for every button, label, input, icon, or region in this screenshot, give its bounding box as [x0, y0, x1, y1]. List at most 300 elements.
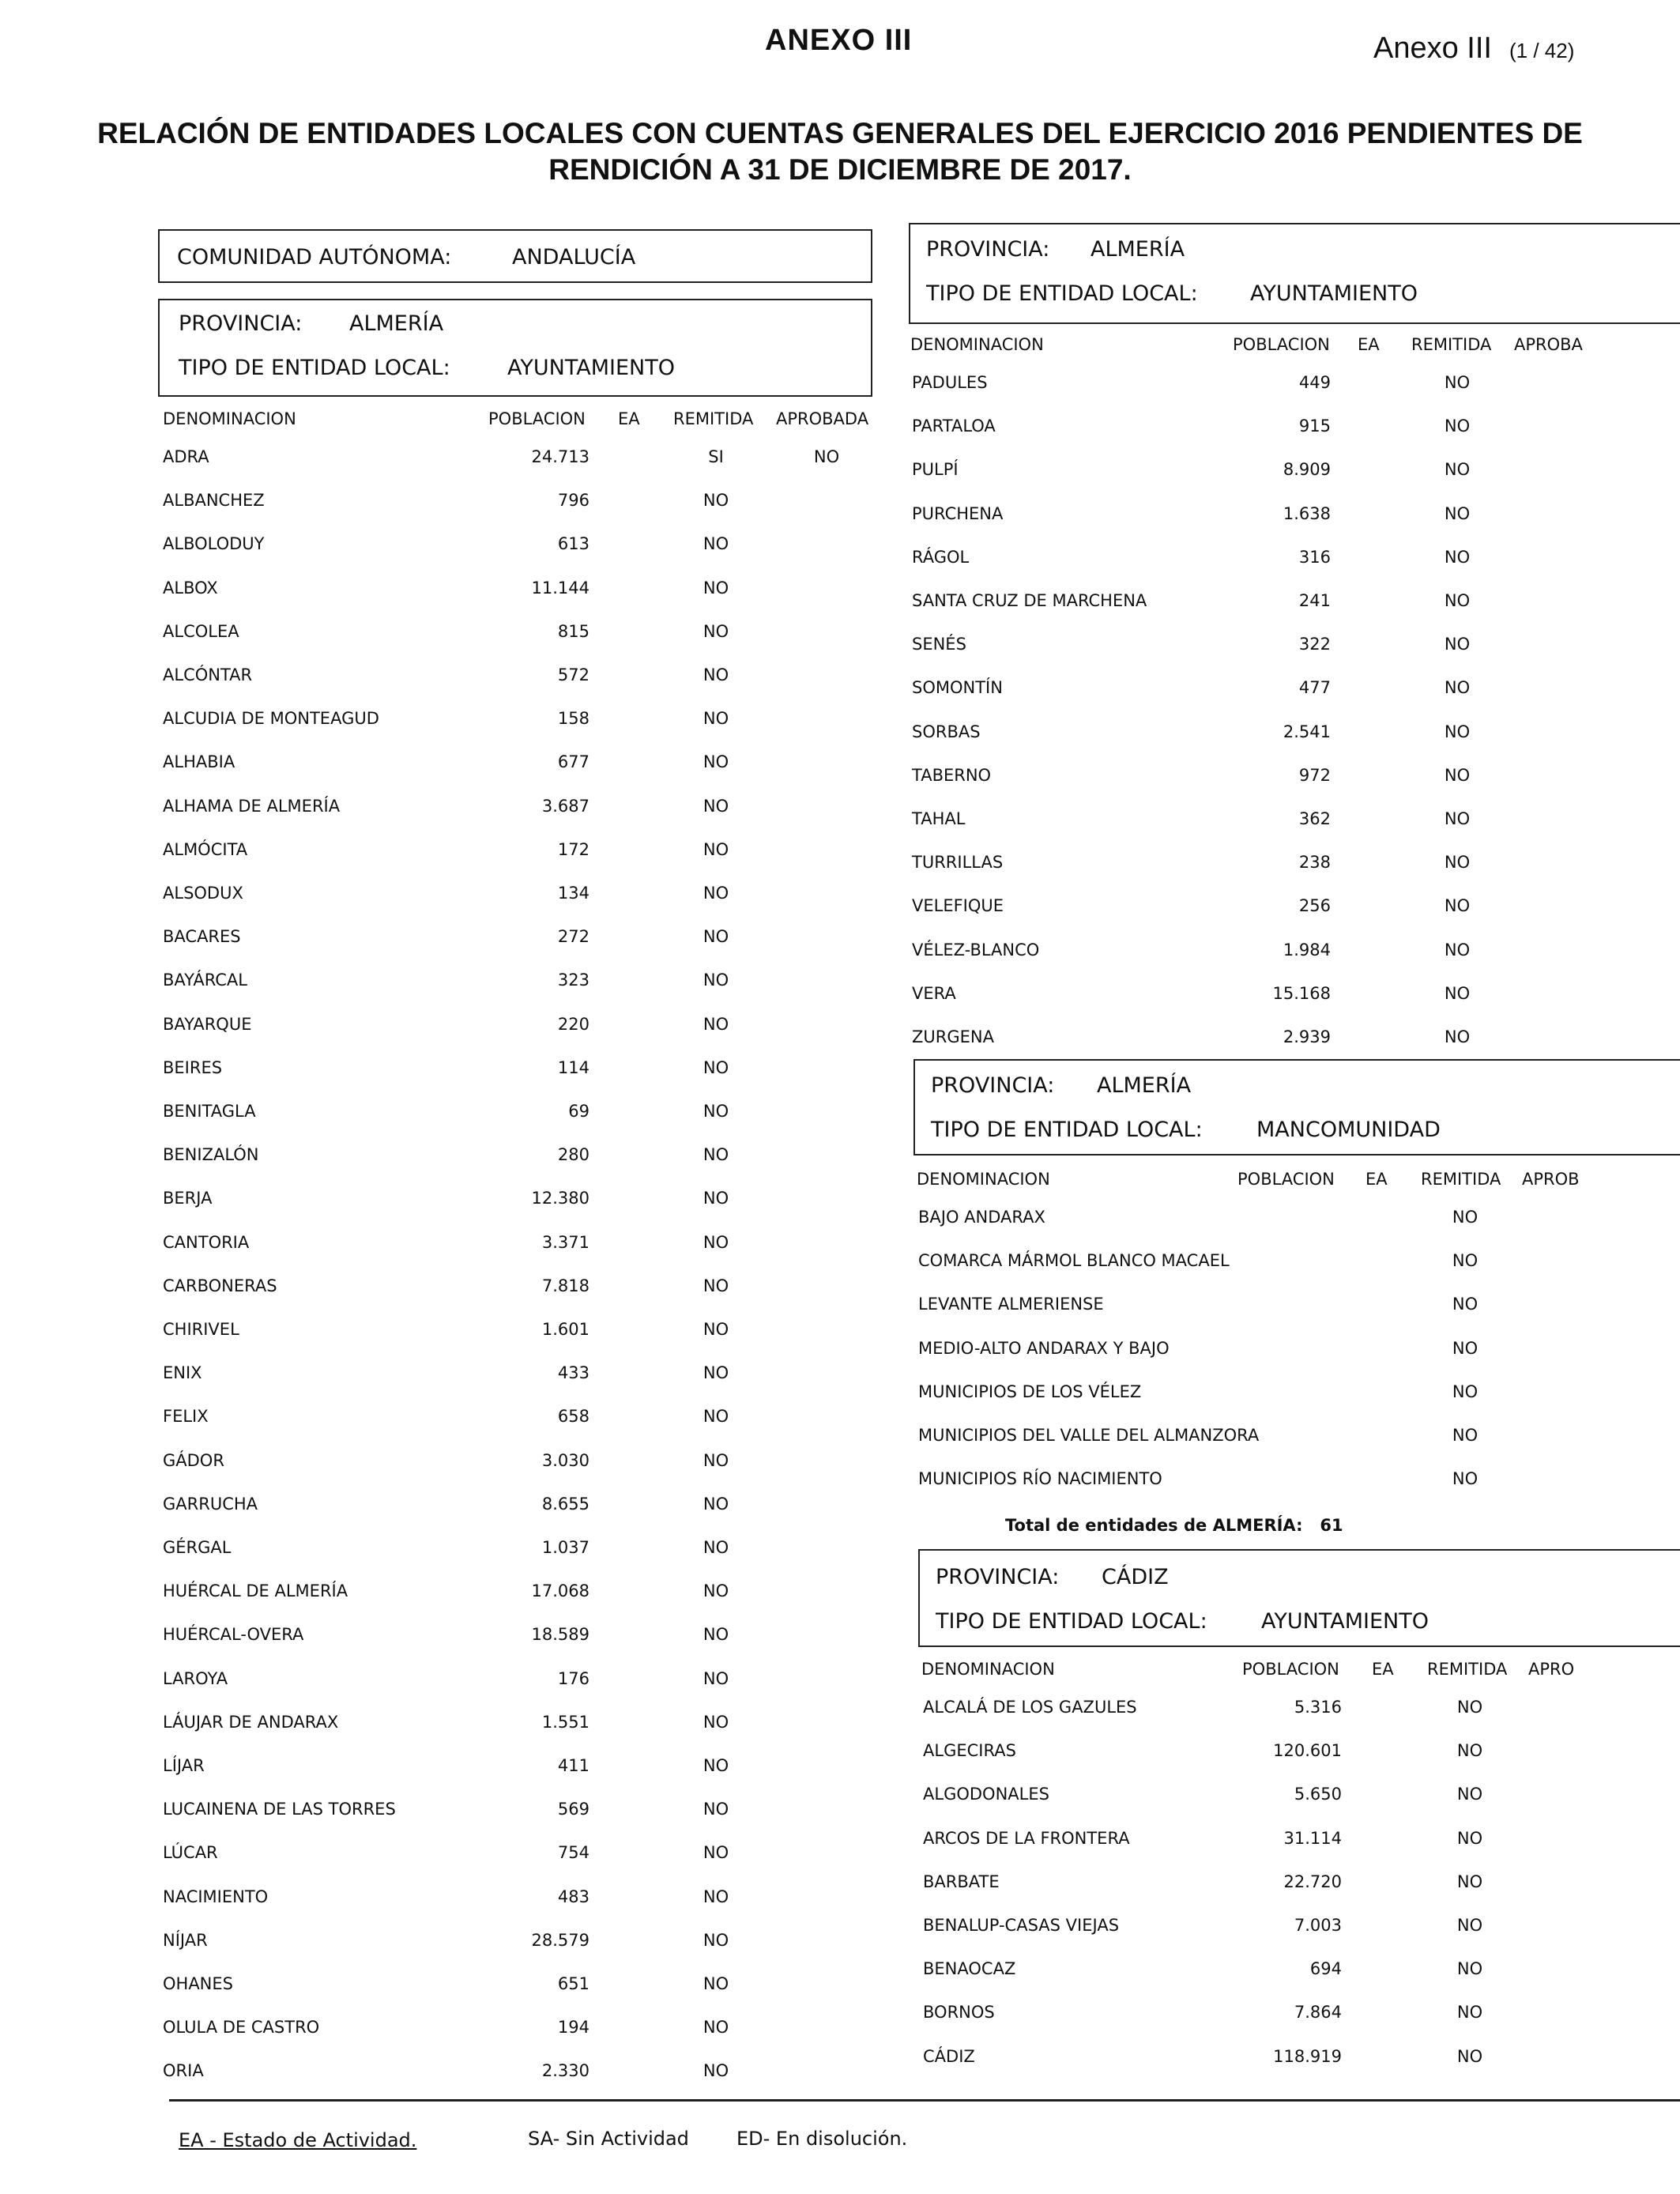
- cell-remitida: NO: [1452, 1469, 1478, 1489]
- cell-remitida: SI: [708, 447, 724, 466]
- cell-remitida: NO: [703, 1756, 729, 1775]
- comunidad-value: ANDALUCÍA: [512, 245, 636, 270]
- header-right-label: Anexo III: [1373, 32, 1492, 65]
- cell-poblacion: 411: [557, 1756, 590, 1775]
- cell-remitida: NO: [703, 2061, 729, 2081]
- cell-denominacion: NÍJAR: [163, 1930, 208, 1950]
- cell-remitida: NO: [703, 1363, 729, 1383]
- left-province-box: [158, 299, 872, 397]
- cell-denominacion: ALSODUX: [163, 884, 243, 903]
- cell-denominacion: FELIX: [163, 1407, 209, 1427]
- table-row: [923, 2003, 1680, 2026]
- right-a-tipo-label: TIPO DE ENTIDAD LOCAL:: [926, 281, 1198, 306]
- cell-remitida: NO: [703, 1276, 729, 1295]
- cell-denominacion: ARCOS DE LA FRONTERA: [923, 1828, 1130, 1848]
- right-c-tipo-label: TIPO DE ENTIDAD LOCAL:: [936, 1609, 1207, 1634]
- cell-denominacion: ALGODONALES: [923, 1785, 1049, 1804]
- cell-denominacion: HUÉRCAL DE ALMERÍA: [163, 1581, 348, 1601]
- right-b-tipo-label: TIPO DE ENTIDAD LOCAL:: [931, 1118, 1203, 1142]
- cell-denominacion: NACIMIENTO: [163, 1887, 269, 1906]
- cell-denominacion: ZURGENA: [912, 1027, 994, 1046]
- table-row: [918, 1208, 1677, 1231]
- cell-remitida: NO: [703, 1014, 729, 1034]
- cell-poblacion: 796: [557, 491, 590, 511]
- right-b-tipo-value: MANCOMUNIDAD: [1256, 1118, 1441, 1142]
- col-denominacion: DENOMINACION: [910, 335, 1044, 354]
- cell-remitida: NO: [703, 621, 729, 641]
- cell-poblacion: 1.638: [1283, 503, 1331, 523]
- cell-denominacion: BEIRES: [163, 1057, 223, 1077]
- cell-poblacion: 17.068: [531, 1581, 590, 1601]
- cell-poblacion: 11.144: [531, 578, 590, 598]
- cell-remitida: NO: [1456, 2003, 1483, 2022]
- cell-remitida: NO: [1444, 547, 1471, 567]
- cell-remitida: NO: [703, 2018, 729, 2038]
- cell-remitida: NO: [703, 927, 729, 947]
- table-row: [163, 1145, 874, 1169]
- col-poblacion: POBLACION: [488, 409, 586, 428]
- cell-remitida: NO: [703, 1145, 729, 1165]
- col-poblacion: POBLACION: [1242, 1660, 1339, 1679]
- cell-denominacion: MEDIO-ALTO ANDARAX Y BAJO: [918, 1338, 1170, 1358]
- table-row: [163, 752, 874, 776]
- cell-denominacion: BENALUP-CASAS VIEJAS: [923, 1916, 1120, 1935]
- table-row: [918, 1251, 1677, 1275]
- table-row: [912, 460, 1671, 484]
- cell-poblacion: 613: [557, 534, 590, 554]
- comunidad-label: COMUNIDAD AUTÓNOMA:: [177, 245, 452, 270]
- cell-remitida: NO: [703, 1843, 729, 1863]
- table-row: [163, 1451, 874, 1475]
- cell-remitida: NO: [703, 1102, 729, 1121]
- cell-denominacion: ALBOX: [163, 578, 218, 598]
- col-ea: EA: [1358, 335, 1380, 354]
- table-row: [912, 678, 1671, 702]
- cell-poblacion: 24.713: [531, 447, 590, 466]
- cell-poblacion: 322: [1298, 635, 1331, 654]
- col-remitida: REMITIDA: [673, 409, 754, 428]
- cell-remitida: NO: [703, 839, 729, 859]
- table-row: [163, 1669, 874, 1693]
- col-aprobada-cut: APROB: [1522, 1170, 1580, 1189]
- cell-poblacion: 8.655: [541, 1494, 590, 1514]
- table-row: [923, 1959, 1680, 1983]
- cell-denominacion: HUÉRCAL-OVERA: [163, 1625, 304, 1645]
- cell-denominacion: VELEFIQUE: [912, 896, 1004, 916]
- cell-poblacion: 22.720: [1283, 1872, 1342, 1891]
- table-row: [163, 797, 874, 820]
- table-row: [923, 1872, 1680, 1896]
- table-row: [163, 1015, 874, 1039]
- cell-remitida: NO: [703, 1581, 729, 1601]
- left-provincia-label: PROVINCIA:: [179, 311, 303, 336]
- cell-remitida: NO: [1444, 678, 1471, 698]
- cell-denominacion: ALMÓCITA: [163, 839, 248, 859]
- table-row: [163, 1102, 874, 1125]
- cell-denominacion: ALCALÁ DE LOS GAZULES: [923, 1698, 1137, 1717]
- cell-denominacion: LÍJAR: [163, 1756, 205, 1775]
- cell-poblacion: 323: [557, 971, 590, 990]
- cell-remitida: NO: [703, 1538, 729, 1557]
- cell-denominacion: CARBONERAS: [163, 1276, 277, 1295]
- cell-remitida: NO: [1452, 1295, 1478, 1314]
- cell-poblacion: 241: [1298, 591, 1331, 610]
- table-row: [163, 1538, 874, 1562]
- table-row: [912, 722, 1671, 746]
- table-row: [163, 1276, 874, 1300]
- col-poblacion: POBLACION: [1233, 335, 1330, 354]
- table-row: [163, 491, 874, 515]
- cell-denominacion: LÁUJAR DE ANDARAX: [163, 1712, 339, 1732]
- table-row: [923, 1785, 1680, 1808]
- document-title-line2: RENDICIÓN A 31 DE DICIEMBRE DE 2017.: [548, 153, 1132, 186]
- cell-denominacion: TURRILLAS: [912, 853, 1004, 873]
- cell-poblacion: 1.984: [1283, 940, 1331, 959]
- table-row: [912, 504, 1671, 528]
- cell-remitida: NO: [703, 491, 729, 511]
- header-center-title: ANEXO III: [765, 24, 913, 57]
- cell-remitida: NO: [703, 1712, 729, 1732]
- col-ea: EA: [618, 409, 640, 428]
- right-b-province-box: [913, 1059, 1680, 1155]
- cell-remitida: NO: [703, 1494, 729, 1514]
- table-row: [923, 1698, 1680, 1721]
- table-row: [163, 1887, 874, 1911]
- cell-denominacion: ALCOLEA: [163, 621, 239, 641]
- cell-poblacion: 31.114: [1283, 1828, 1342, 1848]
- cell-poblacion: 915: [1298, 417, 1331, 436]
- cell-denominacion: CÁDIZ: [923, 2046, 975, 2066]
- table-row: [923, 1829, 1680, 1853]
- cell-denominacion: ALGECIRAS: [923, 1741, 1016, 1761]
- cell-denominacion: ORIA: [163, 2061, 204, 2081]
- cell-remitida: NO: [1444, 1027, 1471, 1046]
- cell-denominacion: BACARES: [163, 927, 241, 947]
- table-row: [918, 1382, 1677, 1406]
- document-title-line1: RELACIÓN DE ENTIDADES LOCALES CON CUENTAS GENERALES DEL EJERCICIO 2016 PENDIENTES DE: [97, 117, 1583, 149]
- cell-poblacion: 15.168: [1272, 983, 1331, 1003]
- cell-remitida: NO: [703, 1057, 729, 1077]
- table-row: [163, 1363, 874, 1387]
- col-denominacion: DENOMINACION: [163, 409, 296, 428]
- table-row: [912, 417, 1671, 440]
- cell-poblacion: 69: [568, 1102, 590, 1121]
- table-row: [912, 591, 1671, 615]
- total-label: Total de entidades de ALMERÍA:: [1005, 1516, 1303, 1535]
- right-b-provincia-label: PROVINCIA:: [931, 1073, 1055, 1098]
- cell-remitida: NO: [703, 709, 729, 729]
- table-row: [163, 1713, 874, 1736]
- cell-poblacion: 194: [557, 2018, 590, 2038]
- table-row: [163, 1625, 874, 1649]
- cell-denominacion: MUNICIPIOS RÍO NACIMIENTO: [918, 1469, 1162, 1489]
- right-a-province-box: [909, 223, 1680, 324]
- col-remitida: REMITIDA: [1427, 1660, 1508, 1679]
- cell-remitida: NO: [1452, 1251, 1478, 1271]
- cell-remitida: NO: [703, 1625, 729, 1645]
- cell-denominacion: PARTALOA: [912, 417, 996, 436]
- cell-remitida: NO: [703, 1320, 729, 1339]
- footer-divider: [169, 2099, 1680, 2102]
- cell-denominacion: BAYARQUE: [163, 1014, 252, 1034]
- cell-poblacion: 272: [557, 927, 590, 947]
- cell-aprobada: NO: [813, 447, 840, 466]
- cell-denominacion: VERA: [912, 983, 956, 1003]
- right-b-provincia-value: ALMERÍA: [1097, 1073, 1192, 1098]
- cell-remitida: NO: [1444, 591, 1471, 610]
- table-row: [163, 971, 874, 994]
- cell-poblacion: 280: [557, 1145, 590, 1165]
- col-aprobada-cut: APROBA: [1514, 335, 1583, 354]
- cell-poblacion: 134: [557, 884, 590, 903]
- cell-poblacion: 2.330: [541, 2061, 590, 2081]
- cell-denominacion: PADULES: [912, 373, 988, 392]
- cell-remitida: NO: [703, 796, 729, 816]
- cell-remitida: NO: [1452, 1208, 1478, 1227]
- cell-poblacion: 1.551: [541, 1712, 590, 1732]
- cell-poblacion: 118.919: [1273, 2046, 1342, 2066]
- col-ea: EA: [1365, 1170, 1388, 1189]
- cell-poblacion: 18.589: [531, 1625, 590, 1645]
- table-row: [163, 1581, 874, 1605]
- cell-poblacion: 815: [557, 621, 590, 641]
- cell-denominacion: CANTORIA: [163, 1232, 250, 1252]
- cell-poblacion: 754: [557, 1843, 590, 1863]
- col-remitida: REMITIDA: [1421, 1170, 1501, 1189]
- cell-remitida: NO: [1444, 940, 1471, 959]
- cell-denominacion: SOMONTÍN: [912, 678, 1003, 698]
- table-row: [918, 1295, 1677, 1318]
- cell-denominacion: BORNOS: [923, 2003, 995, 2022]
- table-row: [923, 1916, 1680, 1940]
- col-denominacion: DENOMINACION: [917, 1170, 1050, 1189]
- cell-denominacion: LUCAINENA DE LAS TORRES: [163, 1800, 396, 1819]
- table-row: [163, 1974, 874, 1998]
- cell-poblacion: 28.579: [531, 1930, 590, 1950]
- cell-denominacion: PURCHENA: [912, 503, 1004, 523]
- right-c-provincia-label: PROVINCIA:: [936, 1565, 1060, 1589]
- cell-remitida: NO: [1456, 1959, 1483, 1979]
- cell-poblacion: 972: [1298, 765, 1331, 785]
- cell-remitida: NO: [1456, 1785, 1483, 1804]
- col-aprobada-cut: APRO: [1528, 1660, 1575, 1679]
- table-row: [163, 1843, 874, 1867]
- cell-poblacion: 172: [557, 839, 590, 859]
- cell-poblacion: 158: [557, 709, 590, 729]
- cell-denominacion: BAJO ANDARAX: [918, 1208, 1045, 1227]
- table-row: [912, 635, 1671, 658]
- cell-poblacion: 2.541: [1283, 722, 1331, 741]
- cell-remitida: NO: [703, 971, 729, 990]
- cell-denominacion: BENAOCAZ: [923, 1959, 1016, 1979]
- cell-remitida: NO: [1444, 417, 1471, 436]
- table-row: [912, 984, 1671, 1008]
- cell-poblacion: 1.601: [541, 1320, 590, 1339]
- left-provincia-value: ALMERÍA: [349, 311, 444, 336]
- cell-remitida: NO: [703, 1450, 729, 1470]
- cell-denominacion: CHIRIVEL: [163, 1320, 239, 1339]
- table-row: [912, 766, 1671, 790]
- cell-denominacion: MUNICIPIOS DE LOS VÉLEZ: [918, 1382, 1142, 1401]
- page-marker: (1 / 42): [1509, 39, 1575, 62]
- right-a-provincia-value: ALMERÍA: [1090, 237, 1185, 262]
- cell-remitida: NO: [1456, 1741, 1483, 1761]
- table-row: [163, 840, 874, 864]
- cell-remitida: NO: [703, 884, 729, 903]
- legend-ed: ED- En disolución.: [736, 2128, 908, 2150]
- cell-remitida: NO: [1444, 460, 1471, 480]
- table-row: [163, 1800, 874, 1823]
- cell-remitida: NO: [703, 1407, 729, 1427]
- table-row: [163, 622, 874, 646]
- cell-denominacion: ALBANCHEZ: [163, 491, 265, 511]
- table-row: [163, 534, 874, 558]
- cell-denominacion: GÉRGAL: [163, 1538, 232, 1557]
- cell-poblacion: 658: [557, 1407, 590, 1427]
- table-row: [163, 884, 874, 907]
- cell-denominacion: LÚCAR: [163, 1843, 218, 1863]
- table-row: [923, 1741, 1680, 1765]
- right-a-tipo-value: AYUNTAMIENTO: [1250, 281, 1418, 306]
- table-row: [163, 927, 874, 951]
- table-row: [912, 896, 1671, 920]
- cell-remitida: NO: [1444, 983, 1471, 1003]
- cell-denominacion: BENITAGLA: [163, 1102, 256, 1121]
- table-row: [912, 548, 1671, 571]
- cell-poblacion: 5.316: [1294, 1698, 1342, 1717]
- cell-poblacion: 3.687: [541, 796, 590, 816]
- right-a-provincia-label: PROVINCIA:: [926, 237, 1050, 262]
- total-value: 61: [1320, 1516, 1343, 1535]
- cell-denominacion: GÁDOR: [163, 1450, 224, 1470]
- table-row: [163, 1756, 874, 1780]
- cell-denominacion: LAROYA: [163, 1668, 228, 1688]
- cell-denominacion: PULPÍ: [912, 460, 959, 480]
- col-poblacion: POBLACION: [1237, 1170, 1335, 1189]
- cell-denominacion: BERJA: [163, 1189, 213, 1208]
- left-tipo-value: AYUNTAMIENTO: [507, 356, 675, 380]
- col-remitida: REMITIDA: [1411, 335, 1492, 354]
- cell-poblacion: 572: [557, 665, 590, 684]
- cell-denominacion: MUNICIPIOS DEL VALLE DEL ALMANZORA: [918, 1426, 1260, 1445]
- cell-poblacion: 483: [557, 1887, 590, 1906]
- table-row: [163, 2018, 874, 2041]
- cell-denominacion: ENIX: [163, 1363, 202, 1383]
- cell-poblacion: 238: [1298, 853, 1331, 873]
- table-row: [163, 1058, 874, 1082]
- table-row: [163, 447, 874, 471]
- cell-denominacion: GARRUCHA: [163, 1494, 258, 1514]
- cell-remitida: NO: [703, 1800, 729, 1819]
- cell-poblacion: 3.371: [541, 1232, 590, 1252]
- cell-remitida: NO: [703, 1887, 729, 1906]
- cell-denominacion: SORBAS: [912, 722, 981, 741]
- table-row: [912, 809, 1671, 833]
- cell-remitida: NO: [1456, 1698, 1483, 1717]
- cell-denominacion: OHANES: [163, 1974, 233, 1993]
- cell-poblacion: 1.037: [541, 1538, 590, 1557]
- cell-poblacion: 12.380: [531, 1189, 590, 1208]
- cell-remitida: NO: [1444, 635, 1471, 654]
- comunidad-box: [158, 229, 872, 283]
- cell-denominacion: SENÉS: [912, 635, 966, 654]
- cell-remitida: NO: [1444, 809, 1471, 828]
- cell-denominacion: BARBATE: [923, 1872, 1000, 1891]
- cell-poblacion: 114: [557, 1057, 590, 1077]
- cell-poblacion: 316: [1298, 547, 1331, 567]
- cell-denominacion: ALCUDIA DE MONTEAGUD: [163, 709, 379, 729]
- cell-remitida: NO: [1444, 896, 1471, 916]
- cell-denominacion: RÁGOL: [912, 547, 970, 567]
- cell-poblacion: 651: [557, 1974, 590, 1993]
- table-row: [163, 1320, 874, 1344]
- table-row: [163, 1189, 874, 1212]
- legend-ea: EA - Estado de Actividad.: [179, 2129, 417, 2151]
- cell-remitida: NO: [1456, 1916, 1483, 1935]
- cell-poblacion: 8.909: [1283, 460, 1331, 480]
- cell-denominacion: COMARCA MÁRMOL BLANCO MACAEL: [918, 1251, 1230, 1271]
- cell-poblacion: 433: [557, 1363, 590, 1383]
- cell-denominacion: ALHAMA DE ALMERÍA: [163, 796, 341, 816]
- document-title: [0, 115, 1680, 188]
- cell-poblacion: 7.003: [1294, 1916, 1342, 1935]
- table-row: [163, 709, 874, 733]
- cell-denominacion: ALCÓNTAR: [163, 665, 253, 684]
- table-row: [912, 373, 1671, 397]
- right-c-tipo-value: AYUNTAMIENTO: [1261, 1609, 1429, 1634]
- table-row: [163, 1233, 874, 1257]
- cell-remitida: NO: [703, 665, 729, 684]
- table-row: [163, 1931, 874, 1955]
- cell-remitida: NO: [703, 578, 729, 598]
- table-row: [163, 1495, 874, 1518]
- cell-poblacion: 449: [1298, 373, 1331, 392]
- table-row: [163, 2061, 874, 2085]
- col-aprobada: APROBADA: [776, 409, 869, 428]
- table-row: [163, 1407, 874, 1431]
- col-denominacion: DENOMINACION: [921, 1660, 1055, 1679]
- cell-poblacion: 256: [1298, 896, 1331, 916]
- cell-poblacion: 694: [1309, 1959, 1342, 1979]
- table-row: [163, 665, 874, 689]
- table-row: [918, 1426, 1677, 1449]
- cell-remitida: NO: [703, 1930, 729, 1950]
- cell-remitida: NO: [1444, 722, 1471, 741]
- total-almeria: [1005, 1516, 1343, 1535]
- cell-poblacion: 362: [1298, 809, 1331, 828]
- table-row: [918, 1469, 1677, 1493]
- cell-denominacion: ALBOLODUY: [163, 534, 265, 554]
- cell-denominacion: LEVANTE ALMERIENSE: [918, 1295, 1104, 1314]
- cell-remitida: NO: [1452, 1382, 1478, 1401]
- cell-remitida: NO: [1444, 853, 1471, 873]
- cell-denominacion: SANTA CRUZ DE MARCHENA: [912, 591, 1147, 610]
- cell-remitida: NO: [703, 1189, 729, 1208]
- cell-poblacion: 7.818: [541, 1276, 590, 1295]
- cell-denominacion: BENIZALÓN: [163, 1145, 259, 1165]
- table-row: [912, 941, 1671, 964]
- cell-denominacion: VÉLEZ-BLANCO: [912, 940, 1040, 959]
- table-row: [163, 579, 874, 602]
- cell-poblacion: 2.939: [1283, 1027, 1331, 1046]
- cell-remitida: NO: [1444, 765, 1471, 785]
- cell-remitida: NO: [1456, 1828, 1483, 1848]
- header-right-title: [1373, 32, 1574, 66]
- cell-remitida: NO: [1456, 2046, 1483, 2066]
- cell-poblacion: 677: [557, 752, 590, 772]
- cell-poblacion: 569: [557, 1800, 590, 1819]
- cell-denominacion: BAYÁRCAL: [163, 971, 247, 990]
